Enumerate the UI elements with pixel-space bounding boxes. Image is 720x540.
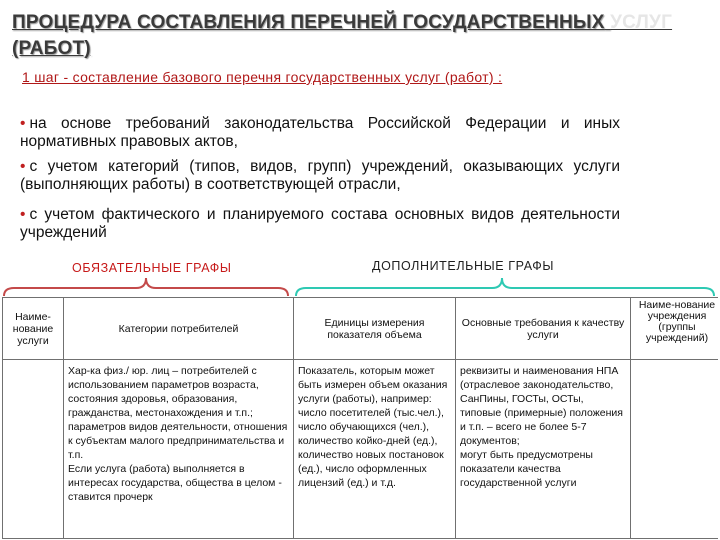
- page-title: [12, 10, 712, 62]
- title-main: ПРОЦЕДУРА СОСТАВЛЕНИЯ ПЕРЕЧНЕЙ ГОСУДАРСТВЕННЫХ: [12, 12, 605, 33]
- columns-table: [2, 297, 718, 539]
- bullet-marker: •: [20, 158, 26, 175]
- required-columns-label: ОБЯЗАТЕЛЬНЫЕ ГРАФЫ: [72, 261, 232, 275]
- bullet-marker: •: [20, 115, 26, 132]
- header-quality-requirements: Основные требования к качеству услуги: [456, 298, 631, 360]
- header-volume-units: Единицы измерения показателя объема: [294, 298, 456, 360]
- header-consumer-categories: Категории потребителей: [64, 298, 294, 360]
- cell-institution-name: [631, 360, 718, 539]
- institution-name-header: Наиме-нование учреждения (группы учреждений): [638, 299, 716, 344]
- bullet-item: [20, 115, 620, 151]
- quality-requirements-text: реквизиты и наименования НПА (отраслевое законодательство, СанПины, ГОСТы, ОСТы, типовые (примерные) положения и т.п. – всего не более 5-7 документов;: [460, 365, 623, 447]
- quality-requirements-note: могут быть предусмотрены показатели качества государственной услуги: [460, 449, 593, 489]
- consumer-categories-text: Хар-ка физ./ юр. лиц – потребителей с использованием параметров возраста, состояния здоровья, образования, гражданства, местонахождения и т.п.; параметров видов деятельности, отношения к субъектам малого предпринимательства и т.п.: [68, 365, 288, 461]
- bullet-text: с учетом категорий (типов, видов, групп) учреждений, оказывающих услуги (выполняющих работы) в соответствующей отрасли,: [20, 158, 620, 193]
- bullet-item: [20, 206, 620, 242]
- bullet-item: [20, 158, 620, 194]
- cell-service-name: [3, 360, 64, 539]
- consumer-categories-note: Если услуга (работа) выполняется в интересах государства, общества в целом - ставится прочерк: [68, 463, 282, 503]
- additional-columns-label: ДОПОЛНИТЕЛЬНЫЕ ГРАФЫ: [372, 259, 555, 273]
- cell-volume-units: [294, 360, 456, 539]
- bullet-text: на основе требований законодательства Российской Федерации и иных нормативных правовых актов,: [20, 115, 620, 150]
- required-brace: [4, 278, 288, 296]
- volume-units-text: Показатель, которым может быть измерен объем оказания услуги (работы), например: число посетителей (тыс.чел.), число обучающихся (чел.), количество койко-дней (ед.), количество новых постановок (ед.), число оформленных лицензий (ед.) и т.д.: [298, 365, 448, 489]
- cell-quality-requirements: [456, 360, 631, 539]
- bullet-marker: •: [20, 206, 26, 223]
- table-row: [3, 360, 718, 539]
- cell-consumer-categories: [64, 360, 294, 539]
- title-faded-word: УСЛУГ: [610, 12, 673, 33]
- step-heading: 1 шаг - составление базового перечня государственных услуг (работ) :: [22, 69, 503, 85]
- title-line2: (РАБОТ): [12, 38, 91, 59]
- column-group-braces: [0, 272, 720, 300]
- header-service-name: Наиме-нование услуги: [3, 298, 64, 360]
- table-header-row: [3, 298, 718, 360]
- additional-brace: [296, 278, 714, 296]
- bullet-text: с учетом фактического и планируемого состава основных видов деятельности учреждений: [20, 206, 620, 241]
